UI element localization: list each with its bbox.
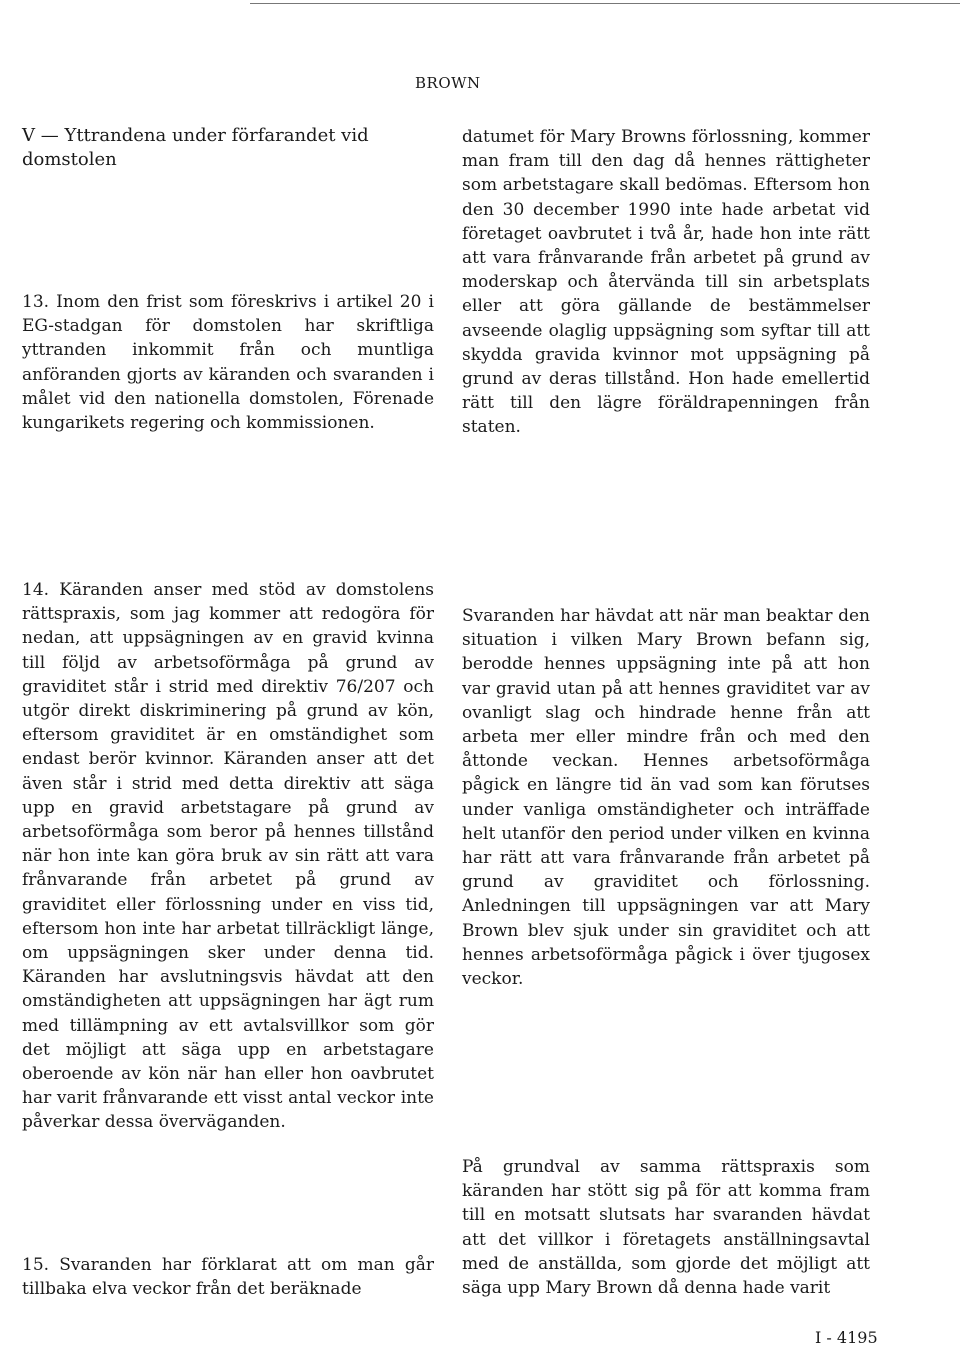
paragraph-right-middle: Svaranden har hävdat att när man beaktar den situation i vilken Mary Brown befann sig, berodde hennes uppsägning inte på att hon var gravid utan på att hennes graviditet var av ovanligt slag och hindrade henne från att arbeta mer eller mindre från och med den åttonde veckan. Hennes arbetsoförmåga pågick en längre tid än vad som kan förutses under vanliga omständigheter och inträffade helt utanför den period under vilken en kvinna har rätt att vara frånvarande från arbetet på grund av graviditet och förlossning. Anledningen till uppsägningen var att Mary Brown blev sjuk under sin graviditet och att hennes arbetsoförmåga pågick i över tjugosex veckor. bbox=[462, 606, 870, 990]
page-number: I - 4195 bbox=[815, 1328, 878, 1347]
paragraph-right-top: datumet för Mary Browns förlossning, kommer man fram till den dag då hennes rättigheter som arbetstagare skall bedömas. Eftersom hon den 30 december 1990 inte hade arbetat vid företaget oavbrutet i två år, hade hon inte rätt att vara frånvarande från arbetet på grund av moderskap och återvända till sin arbetsplats eller att göra gällande de bestämmelser avseende olaglig uppsägning som syftar till att skydda gravida kvinnor mot uppsägning på grund av deras tillstånd. Hon hade emellertid rätt till den lägre föräldrapenningen från staten. bbox=[462, 127, 870, 438]
paragraph-14: 14. Käranden anser med stöd av domstolens rättspraxis, som jag kommer att redogöra för nedan, att uppsägningen av en gravid kvinna till följd av arbetsoförmåga på grund av graviditet står i strid med direktiv 76/207 och utgör direkt diskriminering på grund av kön, eftersom graviditet är en omständighet som endast berör kvinnor. Käranden anser att det även står i strid med detta direktiv att säga upp en gravid arbetstagare på grund av arbetsoförmåga som beror på hennes tillstånd när hon inte kan göra bruk av sin rätt att vara frånvarande från arbetet på grund av graviditet eller förlossning under en viss tid, eftersom hon inte har arbetat tillräckligt länge, om uppsägningen sker under denna tid. Käranden har avslutningsvis hävdat att den omständigheten att uppsägningen har ägt rum med tillämpning av ett avtalsvillkor som gör det möjligt att säga upp en arbetstagare oberoende av kön när han eller hon oavbrutet har varit frånvarande ett visst antal veckor inte påverkar dessa överväganden. bbox=[22, 580, 434, 1133]
section-heading: V — Yttrandena under förfarandet vid domstolen bbox=[22, 125, 369, 170]
top-rule bbox=[250, 3, 960, 4]
running-head: BROWN bbox=[415, 74, 481, 92]
paragraph-right-bottom: På grundval av samma rättspraxis som käranden har stött sig på för att komma fram till en motsatt slutsats har svaranden hävdat att det villkor i företagets anställningsavtal med de anställda, som gjorde det möjligt att säga upp Mary Brown då denna hade varit bbox=[462, 1157, 870, 1299]
paragraph-13: 13. Inom den frist som föreskrivs i artikel 20 i EG-stadgan för domstolen har skriftliga yttranden inkommit från och muntliga anföranden gjorts av käranden och svaranden i målet vid den nationella domstolen, Förenade kungarikets regering och kommissionen. bbox=[22, 292, 434, 434]
paragraph-15: 15. Svaranden har förklarat att om man går tillbaka elva veckor från det beräknade bbox=[22, 1255, 434, 1300]
